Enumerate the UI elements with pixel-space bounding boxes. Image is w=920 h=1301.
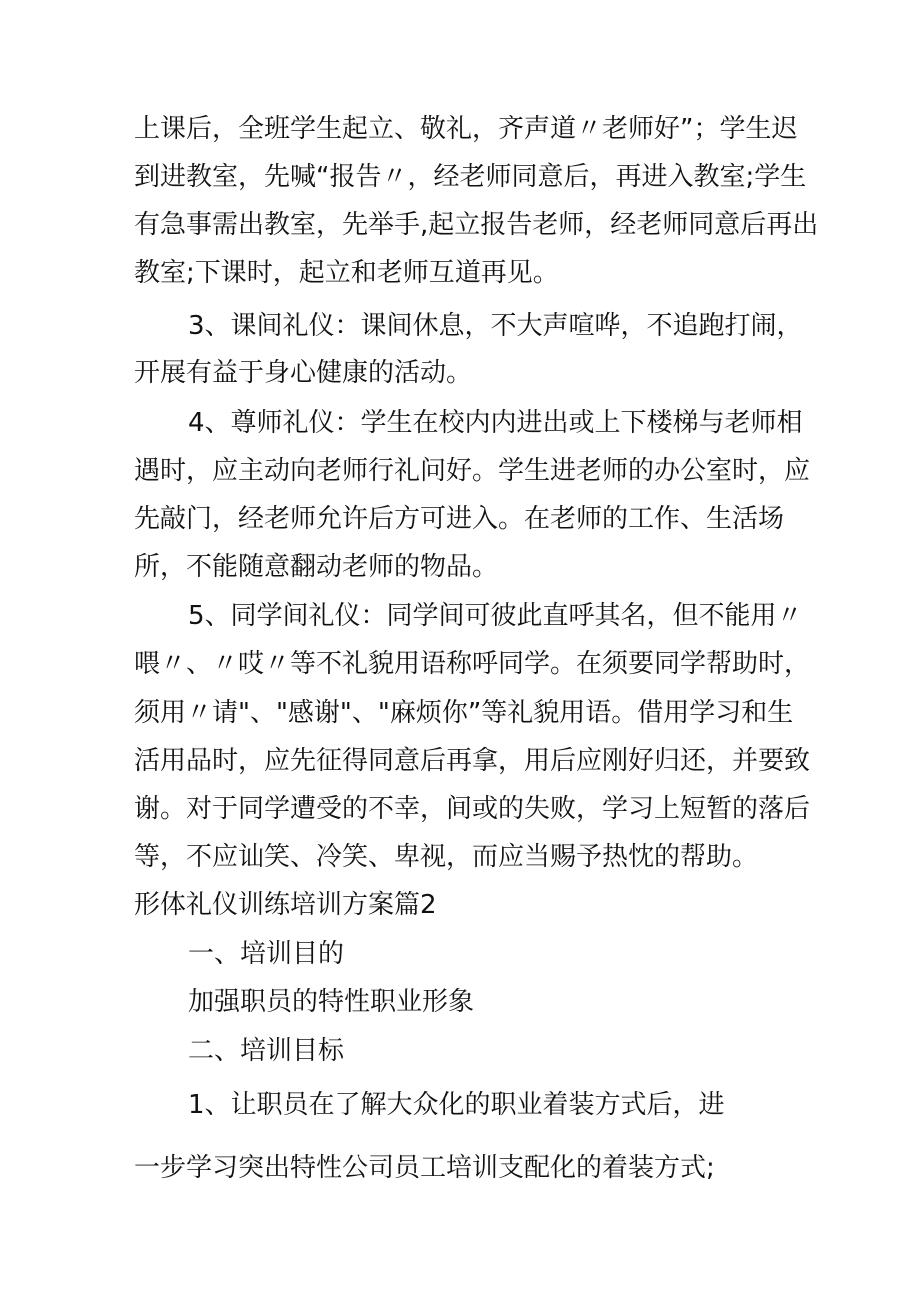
paragraph-line: 须用〃请"、"感谢"、"麻烦你”等礼貌用语。借用学习和生 bbox=[134, 698, 794, 728]
paragraph-line: 所，不能随意翻动老师的物品。 bbox=[134, 552, 499, 582]
paragraph-line: 教室;下课时，起立和老师互道再见。 bbox=[134, 258, 559, 288]
purpose-body: 加强职员的特性职业形象 bbox=[188, 987, 475, 1017]
section-title: 形体礼仪训练培训方案篇2 bbox=[134, 890, 437, 920]
paragraph-line: 5、同学间礼仪：同学间可彼此直呼其名，但不能用〃 bbox=[188, 601, 803, 631]
heading-goals: 二、培训目标 bbox=[188, 1036, 345, 1066]
goal-item-1-continued: 一步学习突出特性公司员工培训支配化的着装方式; bbox=[134, 1153, 715, 1183]
goal-item-1: 1、让职员在了解大众化的职业着装方式后，进 bbox=[188, 1090, 725, 1120]
paragraph-line: 到进教室，先喊“报告〃，经老师同意后，再进入教室;学生 bbox=[134, 162, 807, 192]
paragraph-line: 喂〃、〃哎〃等不礼貌用语称呼同学。在须要同学帮助时， bbox=[134, 649, 811, 679]
paragraph-line: 活用品时，应先征得同意后再拿，用后应刚好归还，并要致 bbox=[134, 746, 811, 776]
paragraph-line: 3、课间礼仪：课间休息，不大声喧哗，不追跑打闹， bbox=[188, 311, 803, 341]
paragraph-line: 有急事需出教室，先举手,起立报告老师，经老师同意后再出 bbox=[134, 210, 819, 240]
paragraph-line: 谢。对于同学遭受的不幸，间或的失败，学习上短暂的落后 bbox=[134, 794, 811, 824]
paragraph-line: 开展有益于身心健康的活动。 bbox=[134, 358, 473, 388]
paragraph-line: 上课后，全班学生起立、敬礼，齐声道〃老师好”；学生迟 bbox=[134, 114, 798, 144]
paragraph-line: 等，不应讪笑、冷笑、卑视，而应当赐予热忱的帮助。 bbox=[134, 842, 759, 872]
paragraph-line: 遇时，应主动向老师行礼问好。学生进老师的办公室时，应 bbox=[134, 456, 811, 486]
heading-purpose: 一、培训目的 bbox=[188, 939, 345, 969]
paragraph-line: 先敲门，经老师允许后方可进入。在老师的工作、生活场 bbox=[134, 504, 785, 534]
paragraph-line: 4、尊师礼仪：学生在校内内进出或上下楼梯与老师相 bbox=[188, 408, 803, 438]
